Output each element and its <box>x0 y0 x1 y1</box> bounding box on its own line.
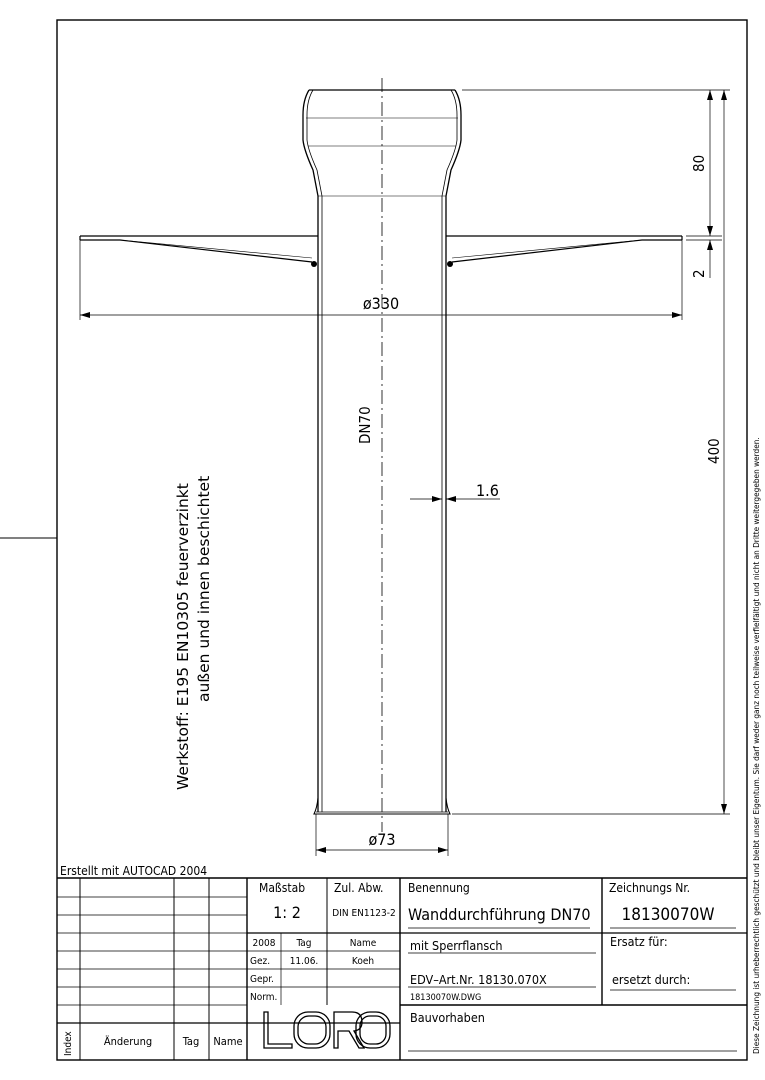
rev-index-label: Index <box>63 1031 74 1056</box>
replaced-by: ersetzt durch: <box>612 972 691 987</box>
pipe-drawing <box>80 78 682 832</box>
replacement-for: Ersatz für: <box>610 934 668 949</box>
year: 2008 <box>252 938 276 949</box>
drawing-no-value: 18130070W <box>621 905 715 925</box>
drawing-no-label: Zeichnungs Nr. <box>609 881 691 895</box>
drawn-label: Gez. <box>250 956 271 967</box>
material-line-1: Werkstoff: E195 EN10305 feuerverzinkt <box>174 483 192 790</box>
dim-pipe-diameter: ø73 <box>368 830 396 849</box>
scale-value: 1: 2 <box>273 903 301 922</box>
dim-nominal: DN70 <box>356 406 374 444</box>
checked-label: Gepr. <box>250 974 274 985</box>
day-label: Tag <box>296 938 312 949</box>
dim-total-length: 400 <box>705 438 723 464</box>
file-name: 18130070W.DWG <box>410 993 482 1003</box>
rev-day-label: Tag <box>182 1035 200 1048</box>
dim-flange-diameter: ø330 <box>362 294 400 313</box>
subtitle: mit Sperrflansch <box>410 938 503 953</box>
tolerance-label: Zul. Abw. <box>334 881 384 895</box>
logo-text: LORO <box>0 0 3 1</box>
drawn-name: Koeh <box>351 956 375 967</box>
material-line-2: außen und innen beschichtet <box>195 475 213 702</box>
created-with: Erstellt mit AUTOCAD 2004 <box>60 864 208 878</box>
norm-label: Norm. <box>250 992 278 1003</box>
drawn-date: 11.06. <box>289 956 319 967</box>
copyright-note: Diese Zeichnung ist urheberrechtlich geschützt und bleibt unser Eigentum. Sie darf weder ganz noch teilweise verfielfältigt und nicht an Dritte weitergegeben werden. <box>751 437 761 1054</box>
project-label: Bauvorhaben <box>410 1010 485 1025</box>
dim-flange-thickness: 2 <box>690 269 708 278</box>
loro-logo <box>264 1012 390 1048</box>
tolerance-value: DIN EN1123-2 <box>332 908 396 919</box>
edv-number: EDV–Art.Nr. 18130.070X <box>410 972 547 987</box>
person-label: Name <box>349 938 377 949</box>
name-label: Benennung <box>408 881 470 895</box>
rev-name-label: Name <box>213 1035 243 1048</box>
part-name: Wanddurchführung DN70 <box>408 905 591 924</box>
rev-change-label: Änderung <box>103 1035 153 1048</box>
dim-wall-thickness: 1.6 <box>476 481 499 500</box>
drawing-frame <box>57 20 747 1060</box>
dim-top-height: 80 <box>690 154 708 172</box>
scale-label: Maßstab <box>259 881 306 895</box>
